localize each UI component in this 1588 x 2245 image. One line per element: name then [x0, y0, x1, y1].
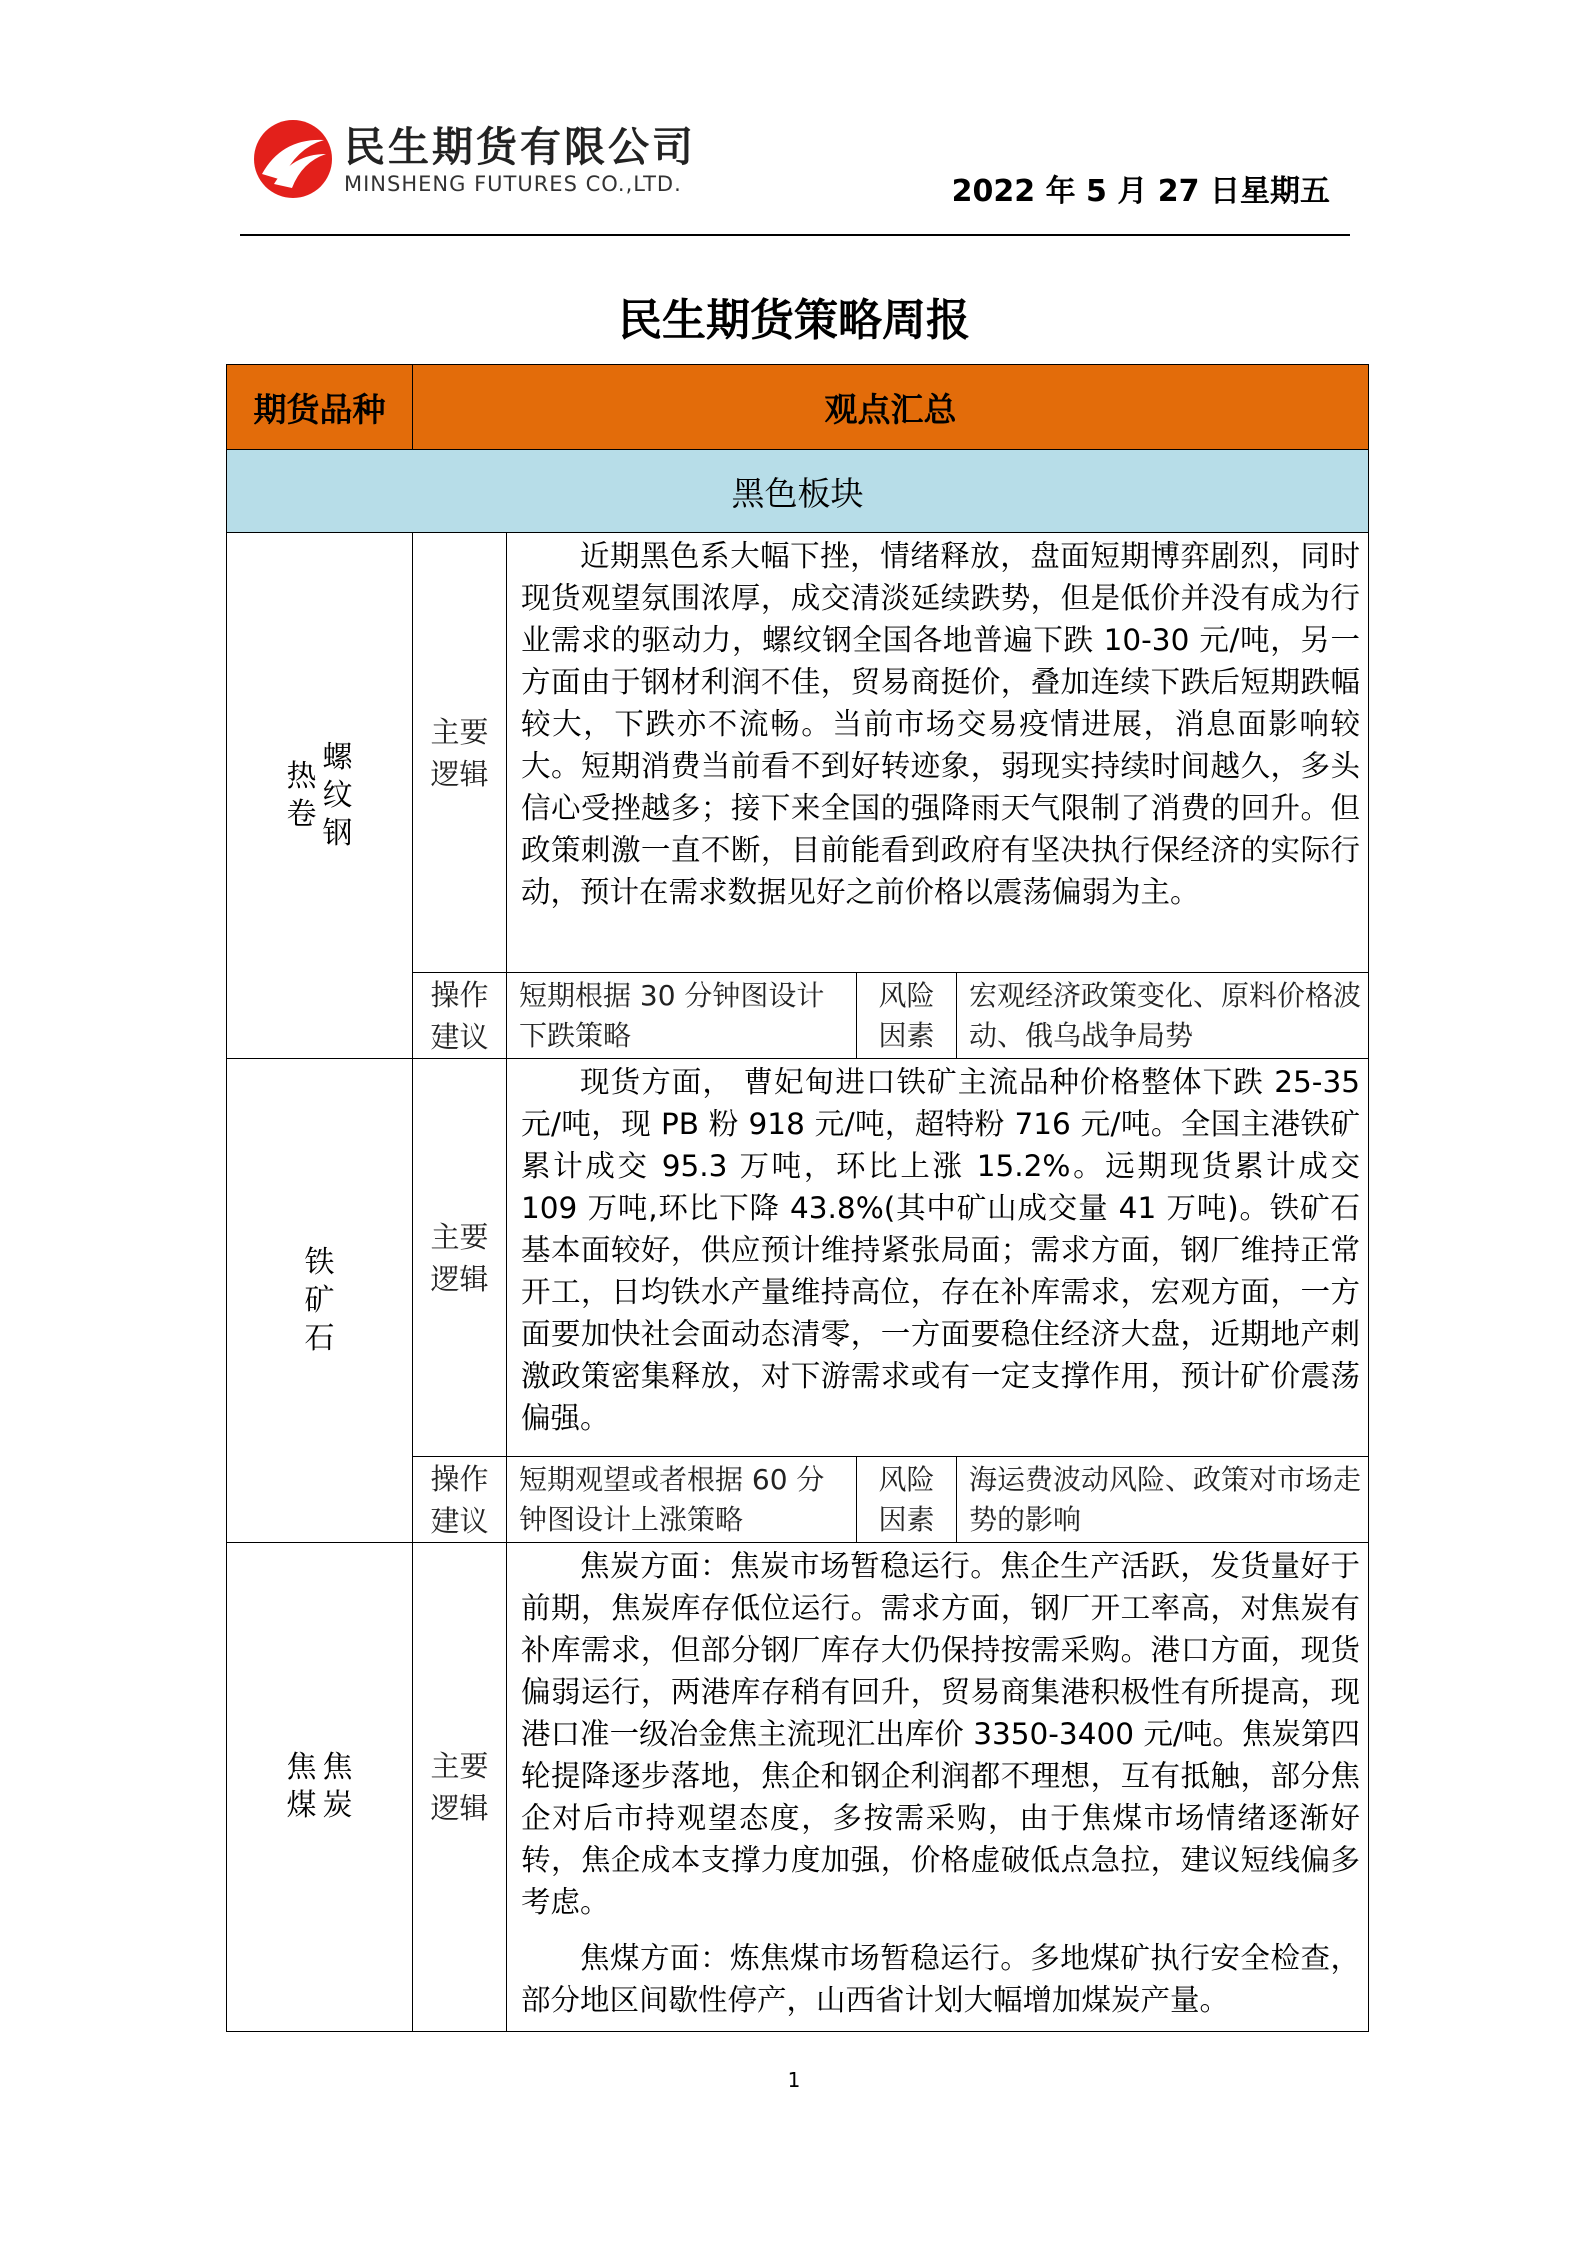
logic-paragraph: 焦炭方面：焦炭市场暂稳运行。焦企生产活跃，发货量好于前期，焦炭库存低位运行。需求方面，钢厂开工率高，对焦炭有补库需求，但部分钢厂库存大仍保持按需采购。港口方面，现货偏弱运行，两港库存稍有回升，贸易商集港积极性有所提高，现港口准一级冶金焦主流现汇出库价 3350-3400 元/吨。焦炭第四轮提降逐步落地，焦企和钢企利润都不理想，互有抵触，部分焦企对后市持观望态度，多按需采购，由于焦煤市场情绪逐渐好转，焦企成本支撑力度加强，价格虚破低点急拉，建议短线偏多考虑。: [521, 1549, 1360, 1919]
table-row: [227, 1543, 1369, 2032]
section-title: 黑色板块: [227, 450, 1369, 533]
operation-text: 短期观望或者根据 60 分钟图设计上涨策略: [507, 1457, 857, 1543]
page-title: 民生期货策略周报: [618, 295, 970, 346]
company-logo: [252, 112, 732, 202]
logic-paragraph: 焦煤方面：炼焦煤市场暂稳运行。多地煤矿执行安全检查，部分地区间歇性停产，山西省计划大幅增加煤炭产量。: [521, 1941, 1360, 2017]
variety-name: 铁矿石: [304, 1244, 335, 1356]
table-row: [227, 533, 1369, 973]
logic-text: [507, 1543, 1369, 2032]
risk-label: 风险 因素: [857, 973, 957, 1059]
logic-label: 主要 逻辑: [413, 1059, 507, 1457]
logic-paragraph: 现货方面， 曹妃甸进口铁矿主流品种价格整体下跌 25-35 元/吨，现 PB 粉 918 元/吨，超特粉 716 元/吨。全国主港铁矿累计成交 95.3 万吨，环比上涨 15.2%。远期现货累计成交 109 万吨,环比下降 43.8%(其中矿山成交量 41 万吨)。铁矿石基本面较好，供应预计维持紧张局面；需求方面，钢厂维持正常开工，日均铁水产量维持高位，存在补库需求，宏观方面，一方面要加快社会面动态清零，一方面要稳住经济大盘，近期地产刺激政策密集释放，对下游需求或有一定支撑作用，预计矿价震荡偏强。: [521, 1065, 1360, 1435]
variety-cell: [227, 533, 413, 1059]
logic-label: 主要 逻辑: [413, 533, 507, 973]
company-name-en: MINSHENG FUTURES CO.,LTD.: [344, 172, 682, 196]
logic-text: [507, 1059, 1369, 1457]
logic-label: 主要 逻辑: [413, 1543, 507, 2032]
company-name-cn: 民生期货有限公司: [344, 123, 696, 171]
strategy-table: [226, 364, 1369, 2032]
logic-paragraph: 近期黑色系大幅下挫，情绪释放，盘面短期博弈剧烈，同时现货观望氛围浓厚，成交清淡延续跌势，但是低价并没有成为行业需求的驱动力，螺纹钢全国各地普遍下跌 10-30 元/吨，另一方面由于钢材利润不佳，贸易商挺价，叠加连续下跌后短期跌幅较大，下跌亦不流畅。当前市场交易疫情进展，消息面影响较大。短期消费当前看不到好转迹象，弱现实持续时间越久，多头信心受挫越多；接下来全国的强降雨天气限制了消费的回升。但政策刺激一直不断，目前能看到政府有坚决执行保经济的实际行动，预计在需求数据见好之前价格以震荡偏弱为主。: [521, 539, 1360, 909]
table-header-row: [227, 365, 1369, 450]
minsheng-logo-icon: [252, 118, 334, 200]
operation-label: 操作 建议: [413, 973, 507, 1059]
section-row: [227, 450, 1369, 533]
variety-name: 热卷: [286, 758, 317, 832]
page-number: 1: [787, 2068, 801, 2092]
report-date: 2022 年 5 月 27 日星期五: [951, 174, 1330, 209]
header-divider: [240, 234, 1350, 236]
operation-text: 短期根据 30 分钟图设计下跌策略: [507, 973, 857, 1059]
logic-text: [507, 533, 1369, 973]
variety-cell: [227, 1543, 413, 2032]
operation-label: 操作 建议: [413, 1457, 507, 1543]
risk-text: 宏观经济政策变化、原料价格波动、俄乌战争局势: [957, 973, 1369, 1059]
risk-label: 风险 因素: [857, 1457, 957, 1543]
header-summary: 观点汇总: [413, 365, 1369, 450]
variety-name: 焦煤: [286, 1750, 317, 1823]
table-row: [227, 1059, 1369, 1457]
risk-text: 海运费波动风险、政策对市场走势的影响: [957, 1457, 1369, 1543]
header-variety: 期货品种: [227, 365, 413, 450]
variety-cell: [227, 1059, 413, 1543]
variety-name: 焦炭: [322, 1750, 353, 1823]
variety-name: 螺纹钢: [322, 739, 353, 851]
